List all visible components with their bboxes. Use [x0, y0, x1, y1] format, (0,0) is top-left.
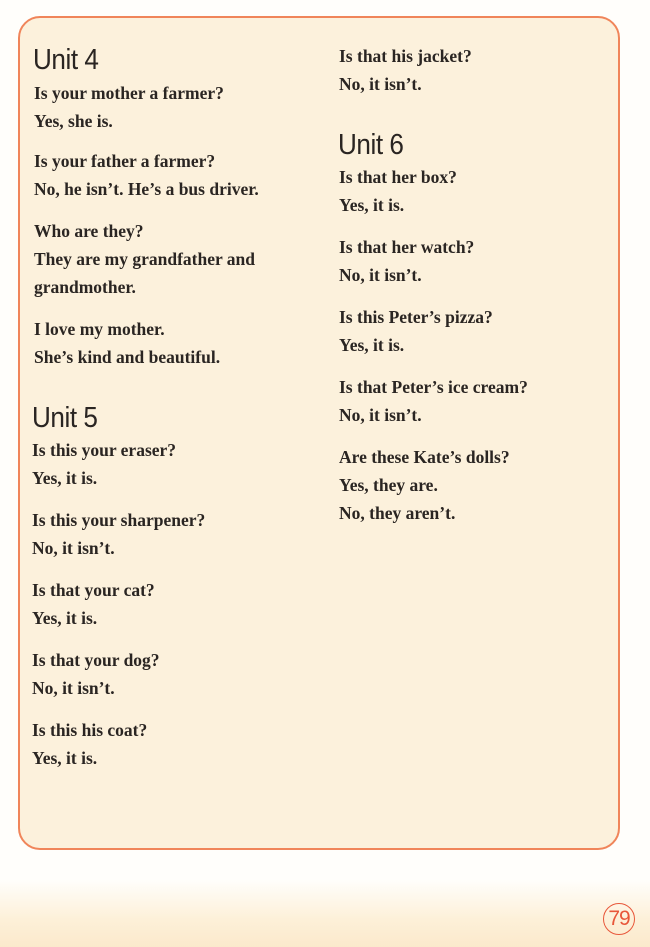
unit4-heading: Unit 4 — [33, 44, 99, 76]
dialogue-line: Yes, it is. — [32, 608, 98, 628]
dialogue-line: Who are they? — [34, 221, 144, 241]
dialogue-line: Is that his jacket? — [339, 46, 472, 66]
dialogue-line: grandmother. — [34, 277, 136, 297]
dialogue-line: Is that your dog? — [32, 650, 160, 670]
dialogue-line: No, he isn’t. He’s a bus driver. — [34, 179, 259, 199]
dialogue-line: Is this your sharpener? — [32, 510, 206, 530]
page-bottom-tint — [0, 880, 650, 947]
page-number-badge: 79 — [603, 903, 635, 935]
dialogue-line: Is your father a farmer? — [34, 151, 216, 171]
dialogue-line: Is that your cat? — [32, 580, 155, 600]
dialogue-line: Is that her box? — [339, 167, 457, 187]
dialogue-line: No, it isn’t. — [32, 678, 115, 698]
dialogue-line: Is that Peter’s ice cream? — [339, 377, 528, 397]
dialogue-line: No, they aren’t. — [339, 503, 456, 523]
dialogue-line: Is that her watch? — [339, 237, 475, 257]
dialogue-line: Yes, she is. — [34, 111, 113, 131]
unit6-heading: Unit 6 — [338, 129, 404, 161]
dialogue-line: Is this Peter’s pizza? — [339, 307, 493, 327]
dialogue-line: Yes, it is. — [32, 748, 98, 768]
dialogue-line: Yes, it is. — [339, 335, 405, 355]
dialogue-line: No, it isn’t. — [339, 405, 422, 425]
unit5-heading: Unit 5 — [32, 402, 98, 434]
dialogue-line: Are these Kate’s dolls? — [339, 447, 510, 467]
dialogue-line: She’s kind and beautiful. — [34, 347, 221, 367]
dialogue-line: No, it isn’t. — [32, 538, 115, 558]
dialogue-line: Is your mother a farmer? — [34, 83, 224, 103]
dialogue-line: Is this his coat? — [32, 720, 148, 740]
dialogue-line: Yes, they are. — [339, 475, 438, 495]
dialogue-line: I love my mother. — [34, 319, 165, 339]
dialogue-line: Yes, it is. — [339, 195, 405, 215]
dialogue-line: Is this your eraser? — [32, 440, 177, 460]
dialogue-line: They are my grandfather and — [34, 249, 256, 269]
dialogue-line: No, it isn’t. — [339, 265, 422, 285]
dialogue-line: No, it isn’t. — [339, 74, 422, 94]
dialogue-line: Yes, it is. — [32, 468, 98, 488]
